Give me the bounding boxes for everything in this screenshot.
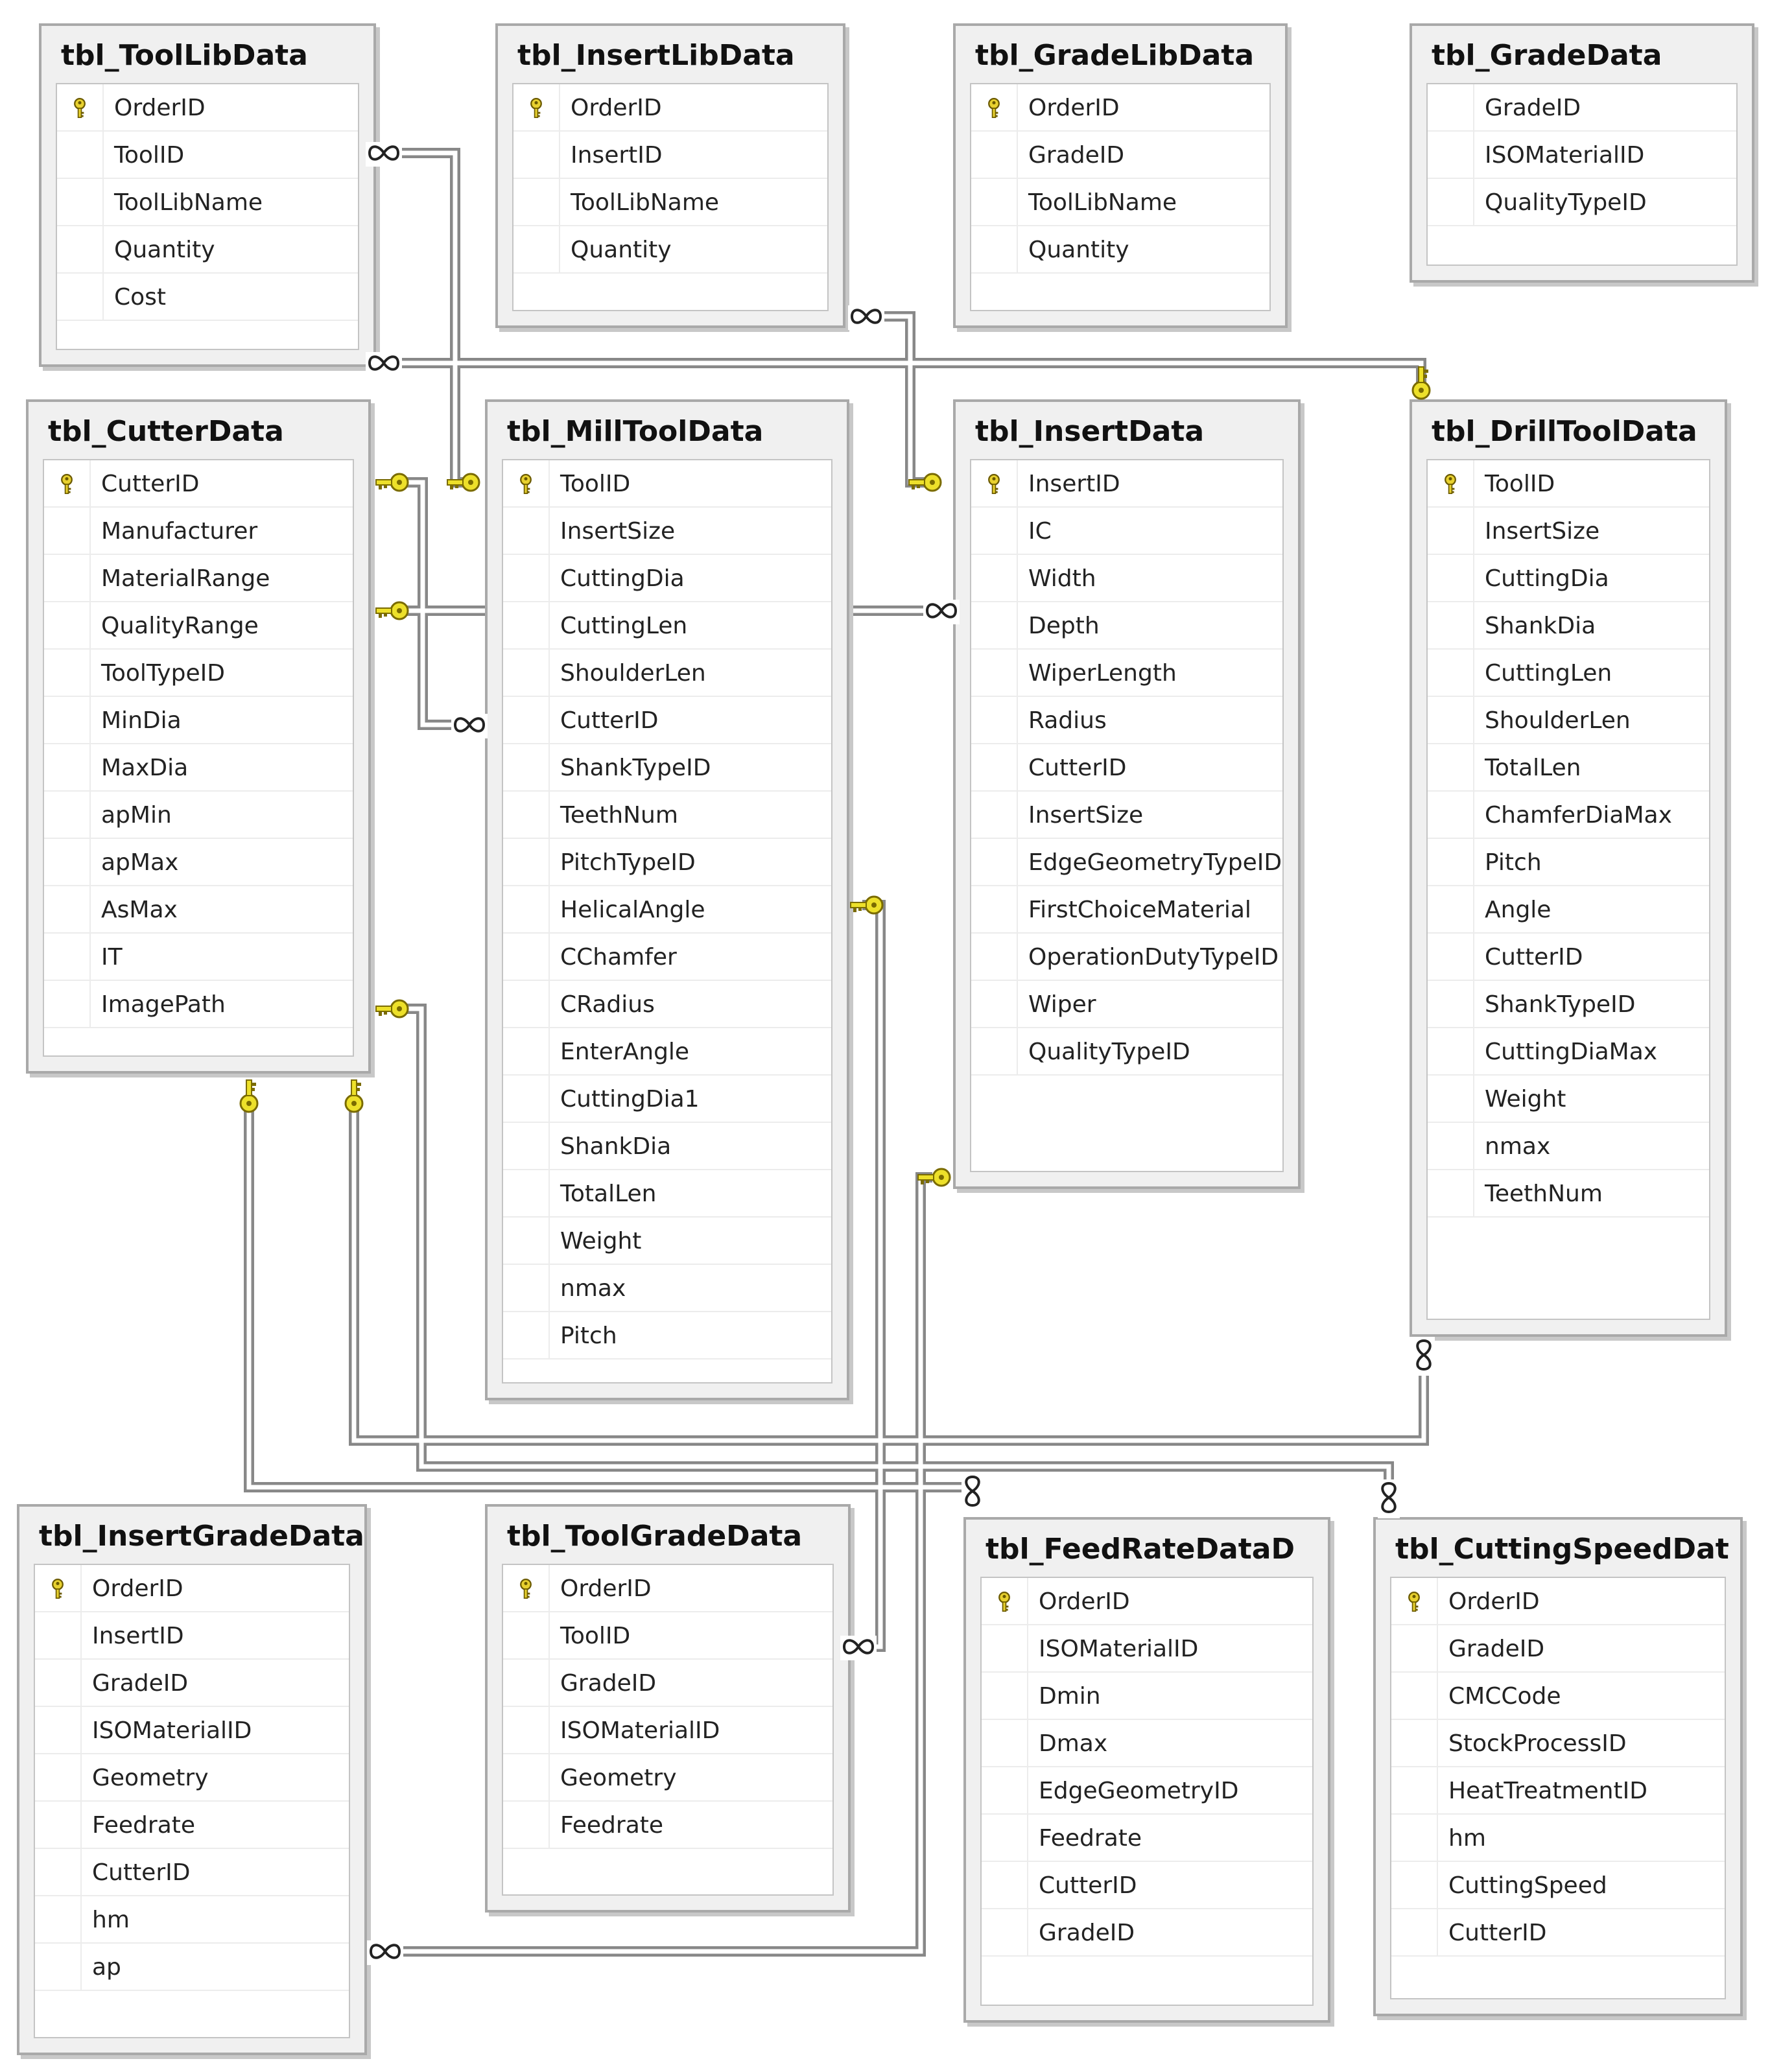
column-row[interactable] [982, 1767, 1312, 1815]
column-list [512, 83, 829, 311]
column-row[interactable] [1428, 132, 1736, 179]
column-row[interactable] [57, 132, 358, 179]
column-row[interactable] [971, 792, 1282, 839]
column-name: OrderID [1028, 95, 1120, 121]
many-end-infinity-icon [923, 600, 960, 624]
column-row[interactable] [971, 650, 1282, 697]
rel-insert-insertlib [866, 316, 932, 482]
column-row[interactable] [503, 555, 831, 602]
one-end-key-icon [375, 996, 414, 1024]
column-row[interactable] [44, 839, 353, 886]
table-title: tbl_FeedRateDataD [985, 1533, 1295, 1566]
column-name: CutterID [101, 471, 200, 497]
column-name: Feedrate [560, 1812, 664, 1839]
column-name: OrderID [92, 1575, 183, 1602]
column-row[interactable] [503, 1312, 831, 1360]
column-row[interactable] [1428, 508, 1709, 555]
column-name: Manufacturer [101, 518, 258, 545]
column-row[interactable] [44, 650, 353, 697]
column-row[interactable] [503, 1802, 832, 1849]
column-list [502, 459, 832, 1383]
table-cutterdata[interactable] [26, 399, 371, 1074]
table-title: tbl_InsertData [975, 415, 1205, 448]
many-end-infinity-icon [840, 1636, 877, 1660]
column-list [1426, 459, 1710, 1320]
column-name: CRadius [560, 991, 655, 1018]
primary-key-icon [56, 473, 78, 495]
one-end-key-icon [375, 598, 414, 626]
many-end-infinity-icon [366, 142, 402, 167]
column-row[interactable] [503, 1660, 832, 1707]
column-row[interactable] [1428, 744, 1709, 792]
column-row[interactable] [982, 1909, 1312, 1957]
column-row[interactable] [1391, 1720, 1725, 1767]
column-list [43, 459, 354, 1057]
column-row[interactable] [503, 981, 831, 1028]
column-name: OrderID [571, 95, 662, 121]
column-name: Angle [1485, 897, 1552, 923]
table-toollibdata[interactable] [39, 23, 376, 367]
many-end-infinity-icon [1413, 1337, 1435, 1376]
many-end-infinity-icon [848, 305, 884, 330]
primary-key-icon [993, 1591, 1015, 1613]
column-row[interactable] [1428, 1123, 1709, 1170]
primary-key-icon [515, 1578, 537, 1600]
column-row[interactable] [971, 839, 1282, 886]
table-cuttingspeeddat[interactable] [1373, 1517, 1743, 2016]
column-row[interactable] [35, 1802, 349, 1849]
column-row[interactable] [971, 84, 1269, 132]
column-name: GradeID [1028, 142, 1125, 169]
column-row[interactable] [1428, 555, 1709, 602]
column-name: IT [101, 944, 123, 971]
column-name: InsertID [571, 142, 663, 169]
rel-milltool-toollib [389, 153, 477, 482]
column-row[interactable] [35, 1754, 349, 1802]
table-insertlibdata[interactable] [495, 23, 845, 328]
column-row[interactable] [971, 460, 1282, 508]
column-name: ShoulderLen [1485, 707, 1631, 734]
column-name: CuttingDia1 [560, 1086, 700, 1113]
table-title: tbl_DrillToolData [1432, 415, 1697, 448]
primary-key-icon [515, 473, 537, 495]
column-name: ShankTypeID [1485, 991, 1636, 1018]
column-name: WiperLength [1028, 660, 1177, 687]
column-row[interactable] [35, 1944, 349, 1991]
column-row[interactable] [971, 934, 1282, 981]
column-name: CMCCode [1448, 1683, 1561, 1710]
column-name: ToolTypeID [101, 660, 225, 687]
column-name: CuttingSpeed [1448, 1872, 1607, 1899]
column-name: QualityTypeID [1028, 1039, 1190, 1065]
column-list [980, 1577, 1314, 2006]
column-name: HeatTreatmentID [1448, 1778, 1647, 1804]
table-title: tbl_CuttingSpeedDat [1395, 1533, 1729, 1566]
column-row[interactable] [503, 1076, 831, 1123]
table-milltooldata[interactable] [485, 399, 849, 1400]
column-name: GradeID [1485, 95, 1581, 121]
column-name: CutterID [92, 1859, 191, 1886]
column-name: OrderID [1448, 1588, 1540, 1615]
column-row[interactable] [1428, 981, 1709, 1028]
column-name: Geometry [92, 1765, 209, 1791]
primary-key-icon [69, 97, 91, 119]
many-end-infinity-icon [366, 352, 402, 377]
one-end-key-icon [849, 892, 888, 921]
column-name: Cost [114, 284, 167, 311]
column-name: QualityTypeID [1485, 189, 1647, 216]
column-row[interactable] [513, 179, 827, 226]
table-title: tbl_GradeLibData [975, 39, 1255, 72]
column-name: InsertID [92, 1623, 184, 1649]
column-name: MaxDia [101, 755, 189, 781]
column-name: TeethNum [560, 802, 678, 829]
column-name: PitchTypeID [560, 849, 696, 876]
table-feedratedatad[interactable] [963, 1517, 1330, 2023]
column-name: TotalLen [560, 1181, 657, 1207]
table-gradedata[interactable] [1410, 23, 1754, 283]
primary-key-icon [983, 97, 1005, 119]
column-row[interactable] [44, 460, 353, 508]
column-row[interactable] [982, 1673, 1312, 1720]
column-row[interactable] [971, 555, 1282, 602]
column-row[interactable] [971, 744, 1282, 792]
column-name: nmax [560, 1275, 626, 1302]
column-name: Width [1028, 565, 1096, 592]
column-row[interactable] [503, 1265, 831, 1312]
column-row[interactable] [1391, 1767, 1725, 1815]
column-name: IC [1028, 518, 1052, 545]
table-title: tbl_ToolGradeData [507, 1520, 803, 1553]
column-name: Pitch [560, 1323, 617, 1349]
column-name: CuttingDia [1485, 565, 1609, 592]
column-name: EdgeGeometryID [1039, 1778, 1239, 1804]
column-name: Dmax [1039, 1730, 1108, 1757]
one-end-key-icon [341, 1079, 367, 1120]
column-row[interactable] [35, 1849, 349, 1896]
column-row[interactable] [1428, 792, 1709, 839]
column-name: ShoulderLen [560, 660, 706, 687]
column-row[interactable] [1391, 1625, 1725, 1673]
column-name: Wiper [1028, 991, 1096, 1018]
column-row[interactable] [503, 602, 831, 650]
many-end-infinity-icon [962, 1473, 984, 1512]
column-row[interactable] [503, 1612, 832, 1660]
column-list [56, 83, 359, 350]
column-name: GradeID [1448, 1636, 1545, 1662]
column-row[interactable] [1428, 697, 1709, 744]
column-row[interactable] [971, 1028, 1282, 1076]
many-end-infinity-icon [367, 1940, 403, 1965]
table-title: tbl_MillToolData [507, 415, 764, 448]
column-name: StockProcessID [1448, 1730, 1627, 1757]
column-list [34, 1564, 350, 2038]
column-name: InsertID [1028, 471, 1120, 497]
column-row[interactable] [971, 697, 1282, 744]
column-name: TotalLen [1485, 755, 1581, 781]
column-name: ToolID [560, 1623, 631, 1649]
column-row[interactable] [982, 1815, 1312, 1862]
column-name: OrderID [560, 1575, 652, 1602]
column-name: hm [1448, 1825, 1486, 1852]
one-end-key-icon [375, 469, 414, 498]
column-row[interactable] [971, 508, 1282, 555]
column-name: apMax [101, 849, 179, 876]
column-list [1426, 83, 1738, 266]
column-name: hm [92, 1907, 130, 1933]
column-row[interactable] [1428, 84, 1736, 132]
column-name: QualityRange [101, 613, 259, 639]
column-row[interactable] [1428, 839, 1709, 886]
column-name: ShankTypeID [560, 755, 711, 781]
column-row[interactable] [503, 886, 831, 934]
primary-key-icon [1439, 473, 1461, 495]
column-row[interactable] [971, 886, 1282, 934]
column-row[interactable] [1428, 1076, 1709, 1123]
column-name: AsMax [101, 897, 178, 923]
column-name: InsertSize [1028, 802, 1144, 829]
one-end-key-icon [1408, 366, 1434, 407]
column-row[interactable] [503, 1028, 831, 1076]
column-row[interactable] [44, 934, 353, 981]
column-row[interactable] [982, 1625, 1312, 1673]
column-name: FirstChoiceMaterial [1028, 897, 1251, 923]
column-row[interactable] [982, 1720, 1312, 1767]
column-name: MinDia [101, 707, 182, 734]
column-row[interactable] [57, 274, 358, 321]
column-name: OrderID [1039, 1588, 1130, 1615]
column-name: ToolLibName [114, 189, 263, 216]
column-name: ISOMaterialID [1039, 1636, 1199, 1662]
column-name: Pitch [1485, 849, 1542, 876]
primary-key-icon [983, 473, 1005, 495]
column-name: OrderID [114, 95, 206, 121]
table-gradelibdata[interactable] [953, 23, 1288, 328]
column-row[interactable] [44, 981, 353, 1028]
column-name: InsertSize [1485, 518, 1600, 545]
column-list [970, 83, 1271, 311]
column-row[interactable] [503, 460, 831, 508]
column-row[interactable] [1391, 1673, 1725, 1720]
column-row[interactable] [1428, 1028, 1709, 1076]
column-row[interactable] [1428, 179, 1736, 226]
column-name: Weight [1485, 1086, 1566, 1113]
column-row[interactable] [503, 650, 831, 697]
table-title: tbl_InsertLibData [517, 39, 795, 72]
column-row[interactable] [1428, 602, 1709, 650]
column-name: CuttingLen [1485, 660, 1612, 687]
column-name: ap [92, 1954, 121, 1981]
column-row[interactable] [1428, 1170, 1709, 1218]
column-row[interactable] [35, 1707, 349, 1754]
column-name: OperationDutyTypeID [1028, 944, 1279, 971]
column-row[interactable] [1428, 650, 1709, 697]
column-row[interactable] [44, 697, 353, 744]
column-list [1390, 1577, 1726, 1999]
column-name: CutterID [1039, 1872, 1137, 1899]
column-row[interactable] [1391, 1862, 1725, 1909]
column-name: CutterID [1448, 1920, 1547, 1946]
column-name: CuttingDiaMax [1485, 1039, 1658, 1065]
column-row[interactable] [35, 1612, 349, 1660]
column-name: CutterID [560, 707, 659, 734]
column-row[interactable] [503, 508, 831, 555]
primary-key-icon [1403, 1591, 1425, 1613]
column-row[interactable] [971, 179, 1269, 226]
column-row[interactable] [503, 1754, 832, 1802]
column-row[interactable] [35, 1660, 349, 1707]
column-name: apMin [101, 802, 172, 829]
table-drilltooldata[interactable] [1410, 399, 1727, 1337]
column-name: Weight [560, 1228, 642, 1254]
column-row[interactable] [982, 1578, 1312, 1625]
table-title: tbl_ToolLibData [61, 39, 308, 72]
one-end-key-icon [446, 469, 485, 498]
column-name: ISOMaterialID [92, 1717, 252, 1744]
column-name: HelicalAngle [560, 897, 705, 923]
column-row[interactable] [1391, 1578, 1725, 1625]
column-row[interactable] [503, 1170, 831, 1218]
column-row[interactable] [1391, 1815, 1725, 1862]
column-name: Radius [1028, 707, 1107, 734]
column-name: EdgeGeometryTypeID [1028, 849, 1282, 876]
column-row[interactable] [35, 1896, 349, 1944]
column-name: Quantity [571, 237, 672, 263]
column-row[interactable] [503, 1707, 832, 1754]
column-name: Quantity [1028, 237, 1129, 263]
column-name: nmax [1485, 1133, 1551, 1160]
column-row[interactable] [44, 792, 353, 839]
column-row[interactable] [513, 132, 827, 179]
column-name: CuttingDia [560, 565, 685, 592]
column-name: Quantity [114, 237, 215, 263]
rel-milltool-toolgrade [856, 905, 880, 1647]
column-row[interactable] [503, 1565, 832, 1612]
column-row[interactable] [1391, 1909, 1725, 1957]
primary-key-icon [525, 97, 547, 119]
column-name: GradeID [560, 1670, 657, 1697]
column-row[interactable] [513, 84, 827, 132]
column-row[interactable] [503, 792, 831, 839]
column-row[interactable] [44, 508, 353, 555]
column-name: ShankDia [560, 1133, 672, 1160]
one-end-key-icon [917, 1164, 956, 1193]
column-row[interactable] [503, 744, 831, 792]
column-row[interactable] [1428, 460, 1709, 508]
many-end-infinity-icon [451, 714, 488, 738]
column-row[interactable] [44, 744, 353, 792]
column-row[interactable] [1428, 934, 1709, 981]
column-row[interactable] [971, 602, 1282, 650]
column-name: ShankDia [1485, 613, 1596, 639]
column-name: MaterialRange [101, 565, 270, 592]
column-row[interactable] [57, 226, 358, 274]
column-row[interactable] [503, 697, 831, 744]
column-name: Feedrate [1039, 1825, 1142, 1852]
column-row[interactable] [44, 886, 353, 934]
column-row[interactable] [513, 226, 827, 274]
column-row[interactable] [57, 179, 358, 226]
column-name: CuttingLen [560, 613, 688, 639]
table-insertgradedata[interactable] [17, 1504, 367, 2055]
column-name: TeethNum [1485, 1181, 1603, 1207]
table-title: tbl_CutterData [48, 415, 284, 448]
table-title: tbl_GradeData [1432, 39, 1662, 72]
column-name: CutterID [1485, 944, 1583, 971]
primary-key-icon [47, 1578, 69, 1600]
column-name: CChamfer [560, 944, 677, 971]
column-name: Geometry [560, 1765, 677, 1791]
column-name: ISOMaterialID [1485, 142, 1645, 169]
column-name: InsertSize [560, 518, 676, 545]
table-toolgradedata[interactable] [485, 1504, 851, 1913]
column-list [970, 459, 1284, 1172]
table-insertdata[interactable] [953, 399, 1301, 1189]
column-row[interactable] [503, 839, 831, 886]
column-name: ToolID [560, 471, 631, 497]
column-row[interactable] [971, 981, 1282, 1028]
column-row[interactable] [44, 555, 353, 602]
column-list [502, 1564, 834, 1896]
column-row[interactable] [503, 1218, 831, 1265]
one-end-key-icon [236, 1079, 262, 1120]
column-name: EnterAngle [560, 1039, 690, 1065]
column-name: ImagePath [101, 991, 226, 1018]
column-row[interactable] [982, 1862, 1312, 1909]
column-row[interactable] [1428, 886, 1709, 934]
many-end-infinity-icon [1378, 1479, 1400, 1518]
column-name: ToolLibName [1028, 189, 1177, 216]
column-name: Depth [1028, 613, 1100, 639]
column-name: GradeID [1039, 1920, 1135, 1946]
column-row[interactable] [503, 1123, 831, 1170]
column-row[interactable] [57, 84, 358, 132]
column-name: ChamferDiaMax [1485, 802, 1672, 829]
column-row[interactable] [971, 226, 1269, 274]
column-name: ISOMaterialID [560, 1717, 720, 1744]
column-row[interactable] [971, 132, 1269, 179]
table-title: tbl_InsertGradeData [39, 1520, 364, 1553]
column-row[interactable] [503, 934, 831, 981]
column-name: ToolLibName [571, 189, 720, 216]
column-name: ToolID [1485, 471, 1555, 497]
one-end-key-icon [908, 469, 947, 498]
column-name: CutterID [1028, 755, 1127, 781]
column-row[interactable] [44, 602, 353, 650]
column-row[interactable] [35, 1565, 349, 1612]
column-name: Feedrate [92, 1812, 196, 1839]
column-name: Dmin [1039, 1683, 1101, 1710]
column-name: ToolID [114, 142, 185, 169]
column-name: GradeID [92, 1670, 189, 1697]
